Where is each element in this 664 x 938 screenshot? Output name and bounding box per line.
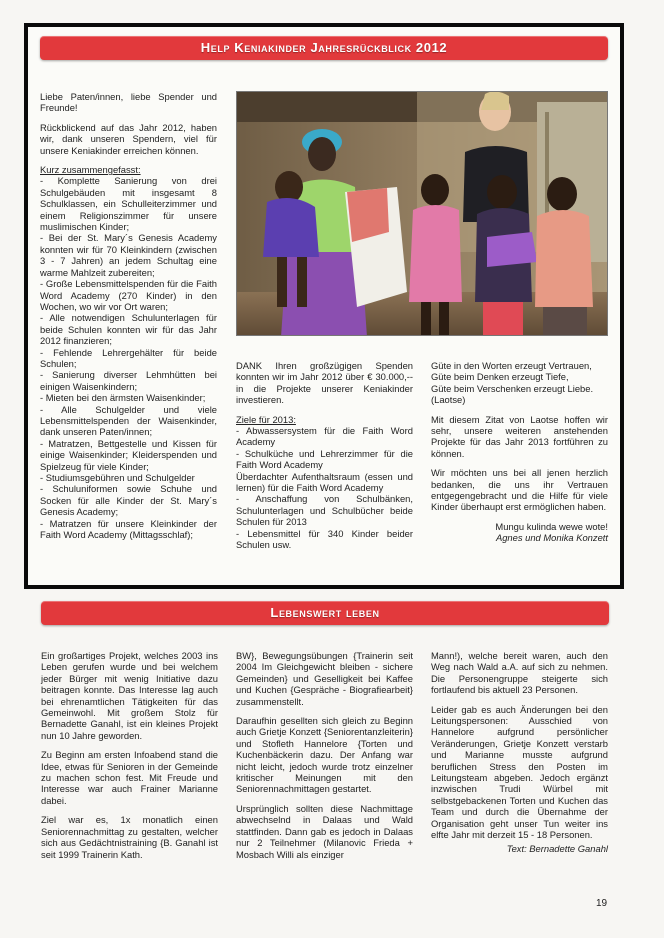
section2-column-1 <box>41 650 218 868</box>
text-credit: Text: Bernadette Ganahl <box>506 842 608 854</box>
section1-column-3 <box>431 360 608 544</box>
quote-line: Güte in den Worten erzeugt Vertrauen, <box>431 360 592 371</box>
section1-column-2 <box>236 360 413 551</box>
paragraph: Ein großartiges Projekt, welches 2003 ins Leben gerufen wurde und bei welchem jeder Bürger mit wenig Initiative dazu beitragen konnte. Das Interesse lag auch bei ehrenamtlichen Tätigkeiten für das Gemeinwohl. Mit großem Stolz für Bernadette Ganahl, ist ein kleines Projekt nun 10 Jahre geworden. <box>41 650 218 741</box>
paragraph: Ursprünglich sollten diese Nachmittage abwechselnd in Dalaas und Wald stattfinden. Dann gab es jedoch in Dalaas nur 2 Teilnehmer (Milanovic Frieda + Mosbach Willi als einziger <box>236 802 413 860</box>
list-item: - Matratzen für unsere Kleinkinder der Faith Word Academy (Mittagsschlaf); <box>40 517 217 541</box>
list-item: - Schuluniformen sowie Schuhe und Socken für alle Kinder der St. Mary´s Genesis Academy; <box>40 483 217 518</box>
section-title-banner-2 <box>41 601 609 625</box>
list-item: - Schulküche und Lehrerzimmer für die Faith Word Academy <box>236 447 413 471</box>
hope-paragraph: Mit diesem Zitat von Laotse hoffen wir sehr, unsere weiteren anstehenden Projekte für das Jahr 2013 fortführen zu können. <box>431 413 608 459</box>
summary-heading: Kurz zusammengefasst: <box>40 164 141 176</box>
list-item: - Alle Schulgelder und viele Lebensmittelspenden der Waisenkinder, dank unseren Paten/innen; <box>40 403 217 438</box>
section-title: Help Keniakinder Jahresrückblick 2012 <box>200 40 448 55</box>
summary-list <box>40 175 217 540</box>
list-item: - Fehlende Lehrergehälter für beide Schulen; <box>40 346 217 369</box>
list-item: - Mieten bei den ärmsten Waisenkinder; <box>40 392 206 404</box>
list-item: - Alle notwendigen Schulunterlagen für beide Schulen konnten wir für das Jahr 2012 finanzieren; <box>40 312 217 347</box>
section2-column-2 <box>236 650 413 868</box>
section2-column-3 <box>431 650 608 854</box>
paragraph: Daraufhin gesellten sich gleich zu Beginn auch Grietje Konzett {Seniorentanzleiterin} und Stofleth Hannelore {Torten und Kuchenbäckerin dazu. Der Anfang war nicht leicht, jedoch wurde trotz einzelner kritischer Meinungen mit den Seniorennachmittagen gestartet. <box>236 715 413 795</box>
closing-line: Mungu kulinda wewe wote! <box>495 520 608 532</box>
goals-list <box>236 425 413 550</box>
list-item: - Abwassersystem für die Faith Word Academy <box>236 425 413 448</box>
quote-line: Güte beim Verschenken erzeugt Liebe. <box>431 382 594 394</box>
dank-paragraph: DANK Ihren großzügigen Spenden konnten wir im Jahr 2012 über € 30.000,-- in die Projekte unserer Keniakinder investieren. <box>236 360 413 406</box>
signature: Agnes und Monika Konzett <box>495 532 608 544</box>
goals-heading: Ziele für 2013: <box>236 413 296 425</box>
photo-illustration <box>237 92 608 336</box>
list-item: - Lebensmittel für 340 Kinder beider Schulen usw. <box>236 527 413 551</box>
quote-line: (Laotse) <box>431 394 466 406</box>
intro-paragraph: Rückblickend auf das Jahr 2012, haben wir, dank unseren Spendern, viel für unsere Keniakinder erreichen können. <box>40 121 217 156</box>
section-title: Lebenswert leben <box>270 605 380 620</box>
list-item: Überdachter Aufenthaltsraum (essen und lernen) für die Faith Word Academy <box>236 470 413 494</box>
list-item: - Matratzen, Bettgestelle und Kissen für einige Waisenkinder; Kleiderspenden und Spielzeug für viele Kinder; <box>40 437 217 472</box>
section1-column-1 <box>40 91 217 540</box>
section-title-banner-1 <box>40 36 608 60</box>
laotse-quote <box>431 360 608 406</box>
page-number: 19 <box>596 898 608 909</box>
greeting: Liebe Paten/innen, liebe Spender und Freunde! <box>40 91 217 114</box>
paragraph: Ziel war es, 1x monatlich einen Seniorennachmittag zu gestalten, welcher sich aus Gedächtnistraining {B. Ganahl ist seit 1999 Trainerin Kath. <box>41 814 218 860</box>
list-item: - Bei der St. Mary´s Genesis Academy konnten wir für 70 Kleinkindern (zwischen 3 - 7 Jahren) an jedem Schultag eine warme Mahlzeit zubereiten; <box>40 232 217 278</box>
list-item: - Studiumsgebühren und Schulgelder <box>40 472 195 483</box>
list-item: - Große Lebensmittelspenden für die Faith Word Academy (270 Kinder) in den Wochen, wo wir vor Ort waren; <box>40 278 217 312</box>
list-item: - Sanierung diverser Lehmhütten bei einigen Waisenkindern; <box>40 369 217 392</box>
list-item: - Komplette Sanierung von drei Schulgebäuden mit insgesamt 8 Schulklassen, ein Schulleiterzimmer und einem Religionszimmer für unsere muslimischen Kinder; <box>40 175 217 233</box>
paragraph: Mann!), welche bereit waren, auch den Weg nach Wald a.A. auf sich zu nehmen. Die Personengruppe steigerte sich fortlaufend bis aktuell 23 Personen. <box>431 650 608 696</box>
thanks-paragraph: Wir möchten uns bei all jenen herzlich bedanken, die uns ihr Vertrauen entgegengebracht und die Hilfe für viele Kinder überhaupt erst ermöglichen haben. <box>431 467 608 513</box>
paragraph: Zu Beginn am ersten Infoabend stand die Idee, etwas für Senioren in der Gemeinde zu machen schon fest. Mit Freude und Interesse war auch Frainer Marianne dabei. <box>41 749 218 806</box>
paragraph: BW}, Bewegungsübungen {Trainerin seit 2004 Im Gleichgewicht bleiben - sichere Gemeinden} und Geselligkeit bei Kaffee und Kuchen {Gespräche - Biografiearbeit} zusammenstellt. <box>236 650 413 707</box>
group-photo <box>236 91 608 336</box>
quote-line: Güte beim Denken erzeugt Tiefe, <box>431 371 569 383</box>
paragraph: Leider gab es auch Änderungen bei den Leitungspersonen: Ausschied von Hannelore aufgrund persönlicher Veränderungen, Grietje Konzett verstarb und Marianne musste aufgrund beruflichen Stress den Posten im Leitungsteam abgeben. Jedoch ergänzt inzwischen Trudi Würbel mit selbstgebackenen Torten und Kuchen das Team und durch die Übernahme der Organisation geht unser Tun weiter ins elfte Jahr mit derzeit 15 - 18 Personen. <box>431 703 608 841</box>
list-item: - Anschaffung von Schulbänken, Schulunterlagen und Schulbücher beide Schulen für 2013 <box>236 493 413 528</box>
